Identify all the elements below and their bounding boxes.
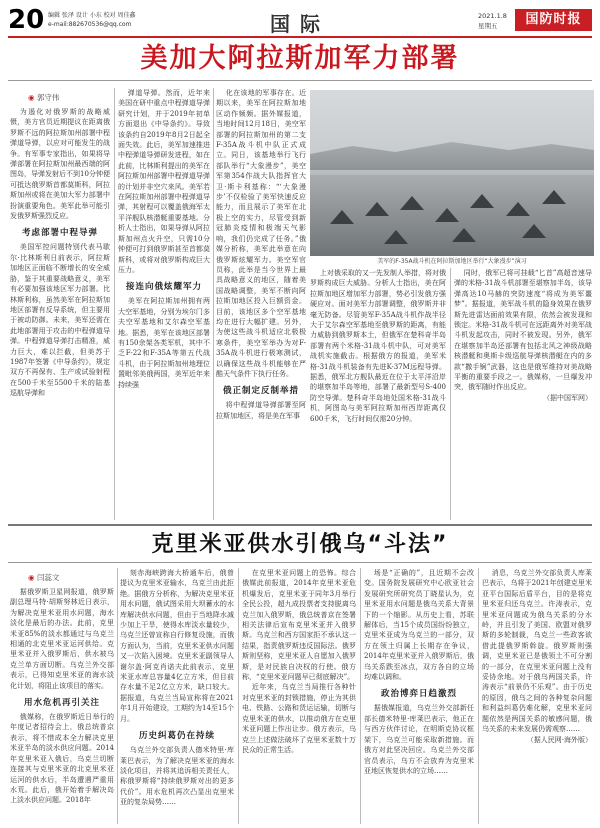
- article1-body-4: 上对俄采取的又一先发制人举措，将对俄罗斯构成巨大威胁。分析人士指出，美在阿拉斯加地区增加军力部署，势必引发俄方强硬应对。面对美军力部署调整，俄罗斯并非毫无防备。尽管美军F-35A战斗机作战半径大于艾尔森空军基地至俄罗斯的距离，有能力威胁到俄罗斯本土，但俄军在楚科奇半岛部署有两个米格-31战斗机中队，可对美军战机实施截击。根据俄方的报道，美军米格-31战斗机装备有先进K-37M远程导弹。据悉，俄军北方舰队最近在位于太平洋沿岸的堪察加半岛等地，部署了最新型号S-400防空导弹。楚科奇半岛地处国米格-31战斗机，阿图岛与美军阿拉斯加州西岸距离仅600千米，飞行时间仅需20分钟。: [310, 269, 446, 423]
- staff-credits: [48, 11, 178, 29]
- article1-author: ◉ 郭守伟: [28, 93, 60, 102]
- jet-icon: [435, 208, 459, 222]
- jet-icon: [400, 196, 424, 210]
- photo-caption: 美军的F-35A战斗机在阿拉斯加地区举行“大象漫步”演习: [377, 258, 527, 265]
- headline-rule: [8, 80, 592, 81]
- article1-column-4: [310, 268, 446, 522]
- headline-rule: [8, 562, 592, 563]
- article2-body-2b: 乌克兰外交部负责人德米特里·库莱巴表示，为了解决克里米亚的海水淡化项目，并将其追诉相关责任人，称俄罗斯将“持续俄罗斯对出的更多代价”。用水危机再次凸显出克里米亚的复杂局势……: [120, 746, 234, 807]
- article2-body-3b: 近年来，乌克兰当局推行各种针对克里米亚的封锁措施，停止为其供电、铁路、公路和货运运输，切断与克里米亚的供水，以推动俄方在克里米亚问题上作出让步。俄方表示，乌克兰上述做法破坏了克里米亚数十万民众的正常生活。: [242, 683, 356, 754]
- author-name: 郭守伟: [36, 93, 60, 102]
- article1-subhead-3: 俄正制定反制举措: [222, 386, 299, 397]
- paper-logo: 国防时报: [515, 9, 592, 31]
- article2-headline: 克里米亚供水引俄乌“斗法”: [151, 532, 449, 557]
- article2-body-1: 据俄罗斯卫星网报道，俄罗斯副总理马特·胡斯努林近日表示，为解决克里米亚用水问题，海水淡化是最后的办法。此前，克里米亚85%的淡水都通过与乌克兰相通的北克里米亚运河供给。克里米亚并入俄罗斯后，供水被乌克兰单方面切断。乌克兰外交部表示，已得知克里米亚的海水淡化计划，将阻止该项目的落实。: [10, 588, 114, 690]
- jet-icon: [522, 224, 546, 238]
- column-divider: [117, 568, 118, 824]
- article2-column-2: [120, 568, 234, 824]
- article1-column-1: [10, 86, 110, 522]
- article1-column-5: [454, 268, 592, 522]
- article2-column-4: [364, 568, 474, 824]
- section-title: 国际: [270, 12, 330, 36]
- article1-credit: （据中国军网）: [543, 393, 592, 402]
- article-separator: [8, 524, 592, 526]
- article2-body-2: 刻赤海峡跨海大桥通车后，俄曾提议为克里米亚输水，乌克兰由此拒绝。据俄方分析称，为解决克里米亚用水问题，俄试图采用大坝蓄水的水库解决供水问题，但由于当地降水减少加上干旱，使得水库淡水量较少，乌克兰还曾宣称自行修复设施，而俄方面认为，当前，克里米亚供水问题又一次陷入困境。克里米亚副领导人谢尔盖·阿克肖诺夫此前表示，克里米亚水库总容量4亿立方米，但目前存水量不足2亿立方米，缺口较大。据报道，乌克兰当局宣称将在2021年1月开始建设，工期约为14至15个月。: [120, 569, 234, 723]
- jet-icon: [452, 228, 476, 242]
- staff-email: e-mail:882670536@qq.com: [48, 21, 132, 28]
- article1-headline: 美加大阿拉斯加军力部署: [140, 43, 460, 74]
- article1-column-2: [118, 88, 210, 522]
- jet-icon: [470, 194, 494, 208]
- column-divider: [213, 88, 214, 520]
- staff-line: 编辑 张泽 设计 小东 校对 周佳鑫: [48, 12, 136, 19]
- article1-subhead-2: 接连向俄炫耀军力: [125, 282, 202, 293]
- article1-column-3: [216, 88, 306, 522]
- article2-subhead-1: 用水危机再引关注: [23, 698, 100, 709]
- jet-icon: [330, 210, 354, 224]
- article1-body-5: 同时，俄军已将可挂载“匕首”高超音速导弹的米格-31战斗机部署至堪察加半岛，该导弹高达10马赫的突防速度“将成为美军噩梦”。据报道，美军战斗机的隐身效果在俄罗斯先进雷达面前效果有限，依然会被发现和锁定。米格-31战斗机可在远距离外对美军战斗机发起攻击，同时不被发现。另外，俄军在堪察加半岛还部署有包括北风之神级战略核潜艇和奥斯卡级巡航导弹核潜艇在内的多款“撒手锏”武器，这也是俄军维持对美战略平衡的重要手段之一。俄媒称，一旦爆发冲突，俄军随时作出反应。: [454, 269, 592, 392]
- dateline: [478, 11, 518, 31]
- column-divider: [360, 568, 361, 824]
- masthead-rule: [8, 36, 592, 38]
- article2-subhead-3: 政治博弈日趋激烈: [380, 689, 457, 700]
- article2-author: ◉ 闫蕊文: [28, 573, 60, 582]
- article2-body-4: 场是“正确的”，且近期不会改变。国务院发展研究中心欧亚社会发展研究所研究员丁晓星认为，克里米亚用水问题是俄乌关系大背景下的一个缩影。从历史上看，苏联解体后，当15个成员国纷纷独立，克里米亚成为乌克兰的一部分，双方在领土归属上长期存在争议，2014年克里米亚并入俄罗斯后，俄乌关系跌至冰点，双方各自的立场均难以调和。: [364, 569, 474, 682]
- mountain-range-shape: [310, 130, 594, 170]
- article2-column-5: [482, 568, 592, 824]
- article1-body-3b: 将中程弹道导弹部署至阿拉斯加地区，将是美在军事: [216, 401, 306, 420]
- jet-icon: [384, 230, 408, 244]
- page-number: 20: [8, 5, 45, 35]
- column-divider: [238, 568, 239, 824]
- article1-body-1: 美国军控问题特别代表马歇尔·比林斯利日前表示，阿拉斯加地区正面临不断增长的安全威胁，鉴于其重要战略意义，美军有必要加强该地区军力部署。比林斯利称，虽然美军在阿拉斯加地区部署有反导系统，但主要用于被动防御。未来，美军还需在此地部署用于攻击的中程弹道导弹。中程弹道导弹打击精准，威力巨大，难以拦截，但美苏于1987年签署《中导条约》，规定双方不再保有、生产或试验射程在500千米至5500千米的陆基巡航导弹和: [10, 243, 110, 398]
- article2-credit: （据人民网·海外版）: [526, 735, 592, 744]
- column-divider: [450, 268, 451, 520]
- article1-subhead-1: 考虑部署中程导弹: [21, 228, 98, 239]
- masthead: [8, 6, 592, 36]
- column-divider: [478, 568, 479, 824]
- jet-icon: [365, 202, 389, 216]
- article2-body-1b: 俄媒称，在俄罗斯近日举行的年度记者招待会上，俄总统普京表示，将不惜成本全力解决克里米亚半岛的淡水供应问题。2014年克里米亚入俄后，乌克兰切断连接其与克里米亚的北克里米亚运河的供水后，半岛遭遇严重用水荒。此后，俄开始着手解决岛上淡水供应问题。2018年: [10, 713, 114, 805]
- jet-icon: [542, 190, 566, 204]
- article1-body-2a: 弹道导弹。然而，近年来美国在研中重点中程弹道导弹研究计划，并于2019年初单方面退出《中导条约》。导致该条约自2019年8月2日起全面失效。此后，美军加速推进中程弹道导弹研发进程，如在此前，比林斯利提出的美军在阿拉斯加州部署中程弹道导弹的计划并非空穴来风。美军若在阿拉斯加州部署中程弹道导弹，其射程可以覆盖俄海军太平洋舰队核潜艇重要基地。分析人士指出，如果导弹从阿拉斯加州点火升空，只需10分钟便可打到俄罗斯甚至首都莫斯科，或将对俄罗斯构成巨大压力。: [118, 89, 210, 274]
- article2-body-3: 在克里米亚问题上的恐怖。综合俄媒此前报道，2014年克里米亚危机爆发后，克里米亚于同年3月举行全民公投，超九成投票者支持脱离乌克兰加入俄罗斯，俄总统普京在签署相关法律后宣布克里米亚并入俄罗斯。乌克兰和西方国家拒不承认这一结果，指责俄罗斯违反国际法。俄罗斯则坚称，克里米亚人自愿加入俄罗斯，是对民族自决权的行使。俄方称，“克里米亚问题早已彻底解决”。: [242, 569, 356, 682]
- article2-body-4b: 据俄媒报道，乌克兰外交部新任部长德米特里·库莱巴表示，他正在与西方伙伴讨论，在明斯克协议框架下，乌克兰可能采取新措施。而俄方对此坚决回应。乌克兰外交部官员表示，乌方不会放弃为克里米亚地区恢复供水的立场……: [364, 704, 474, 775]
- article1-body-2b: 美军在阿拉斯加州拥有两大空军基地，分别为埃尔门多夫空军基地和艾尔森空军基地。据悉，美军在该地区部署有150余架各类军机，其中不乏F-22和F-35A等第五代战斗机，由于阿拉斯加州地理位置毗邻美俄两国，美军近年来持续强: [118, 297, 210, 389]
- article2-column-3: [242, 568, 356, 824]
- column-divider: [114, 88, 115, 520]
- article2-column-1: [10, 566, 114, 824]
- jet-icon: [506, 202, 530, 216]
- article1-body-3a: 化在该地的军事存在。近期以来，美军在阿拉斯加地区动作频频。据外媒报道，当地时间12月18日，美空军部署的阿拉斯加州的第二支F-35A战斗机中队正式成立。同日，该基地举行飞行部队举行“大象漫步”，美空军第354作战大队指挥官大卫·斯卡利基称：“‘大象漫步’不仅检验了美军快速反应能力，而且展示了美军在北极上空的实力，尽管受到新冠肺炎疫情和极端天气影响，我们仍完成了任务。”俄媒分析称，美军此举意在向俄罗斯炫耀军力。美空军官员称，此举是当今世界上最具战略意义的地区，随着美国战略调整，美军不断向阿拉斯加地区投入巨额资金。目前，该地区多个空军基地均在进行大幅扩建。另外，为使这些战斗机适应北极极寒条件，美空军举办为对F-35A战斗机进行极寒测试，以确保这些战斗机能够在严酷天气条件下执行任务。: [216, 89, 306, 378]
- issue-date: 2021.1.8: [478, 12, 507, 20]
- author-name: 闫蕊文: [36, 573, 60, 582]
- article2-body-5: 消息，乌克兰外交部负责人库莱巴表示，乌将于2021年创建克里米亚平台国际后盾平台，目的是将克里米亚归还乌克兰。许涛表示，克里米亚问题成为俄乌关系的分水岭，并且引发了美国、欧盟对俄罗斯的多轮制裁，乌克兰一些政客欲借此提俄罗斯斡旋。俄罗斯则强调，克里米亚已是俄领土不可分割的一部分，在克里米亚问题上没有妥协余地。对于俄乌两国关系，许涛表示“前景仍不乐观”。由于历史的原因，俄乌之间的各种复杂问题和利益纠葛仍难化解，克里米亚问题依然是两国关系的敏感问题，俄乌关系的未来发展仍需观察……: [482, 569, 592, 734]
- article2-subhead-2: 历史纠葛仍在持续: [138, 731, 215, 742]
- issue-weekday: 星期五: [478, 22, 498, 30]
- f35a-jets-photo: [310, 90, 594, 256]
- article1-intro: 为遏化对俄罗斯的战略威慑，美方官员近期提议在距离俄罗斯不远的阿拉斯加州部署中程弹道导弹，以应对可能发生的战争。有军事专家指出，如果将导弹部署在阿拉斯加州最西端的阿图岛，导弹发射后不到10分钟便可抵达俄罗斯首都莫斯科，阿拉斯加州或将在美加大军力部署中扮演重要角色。美军此举可能引发俄罗斯强烈反应。: [10, 108, 110, 221]
